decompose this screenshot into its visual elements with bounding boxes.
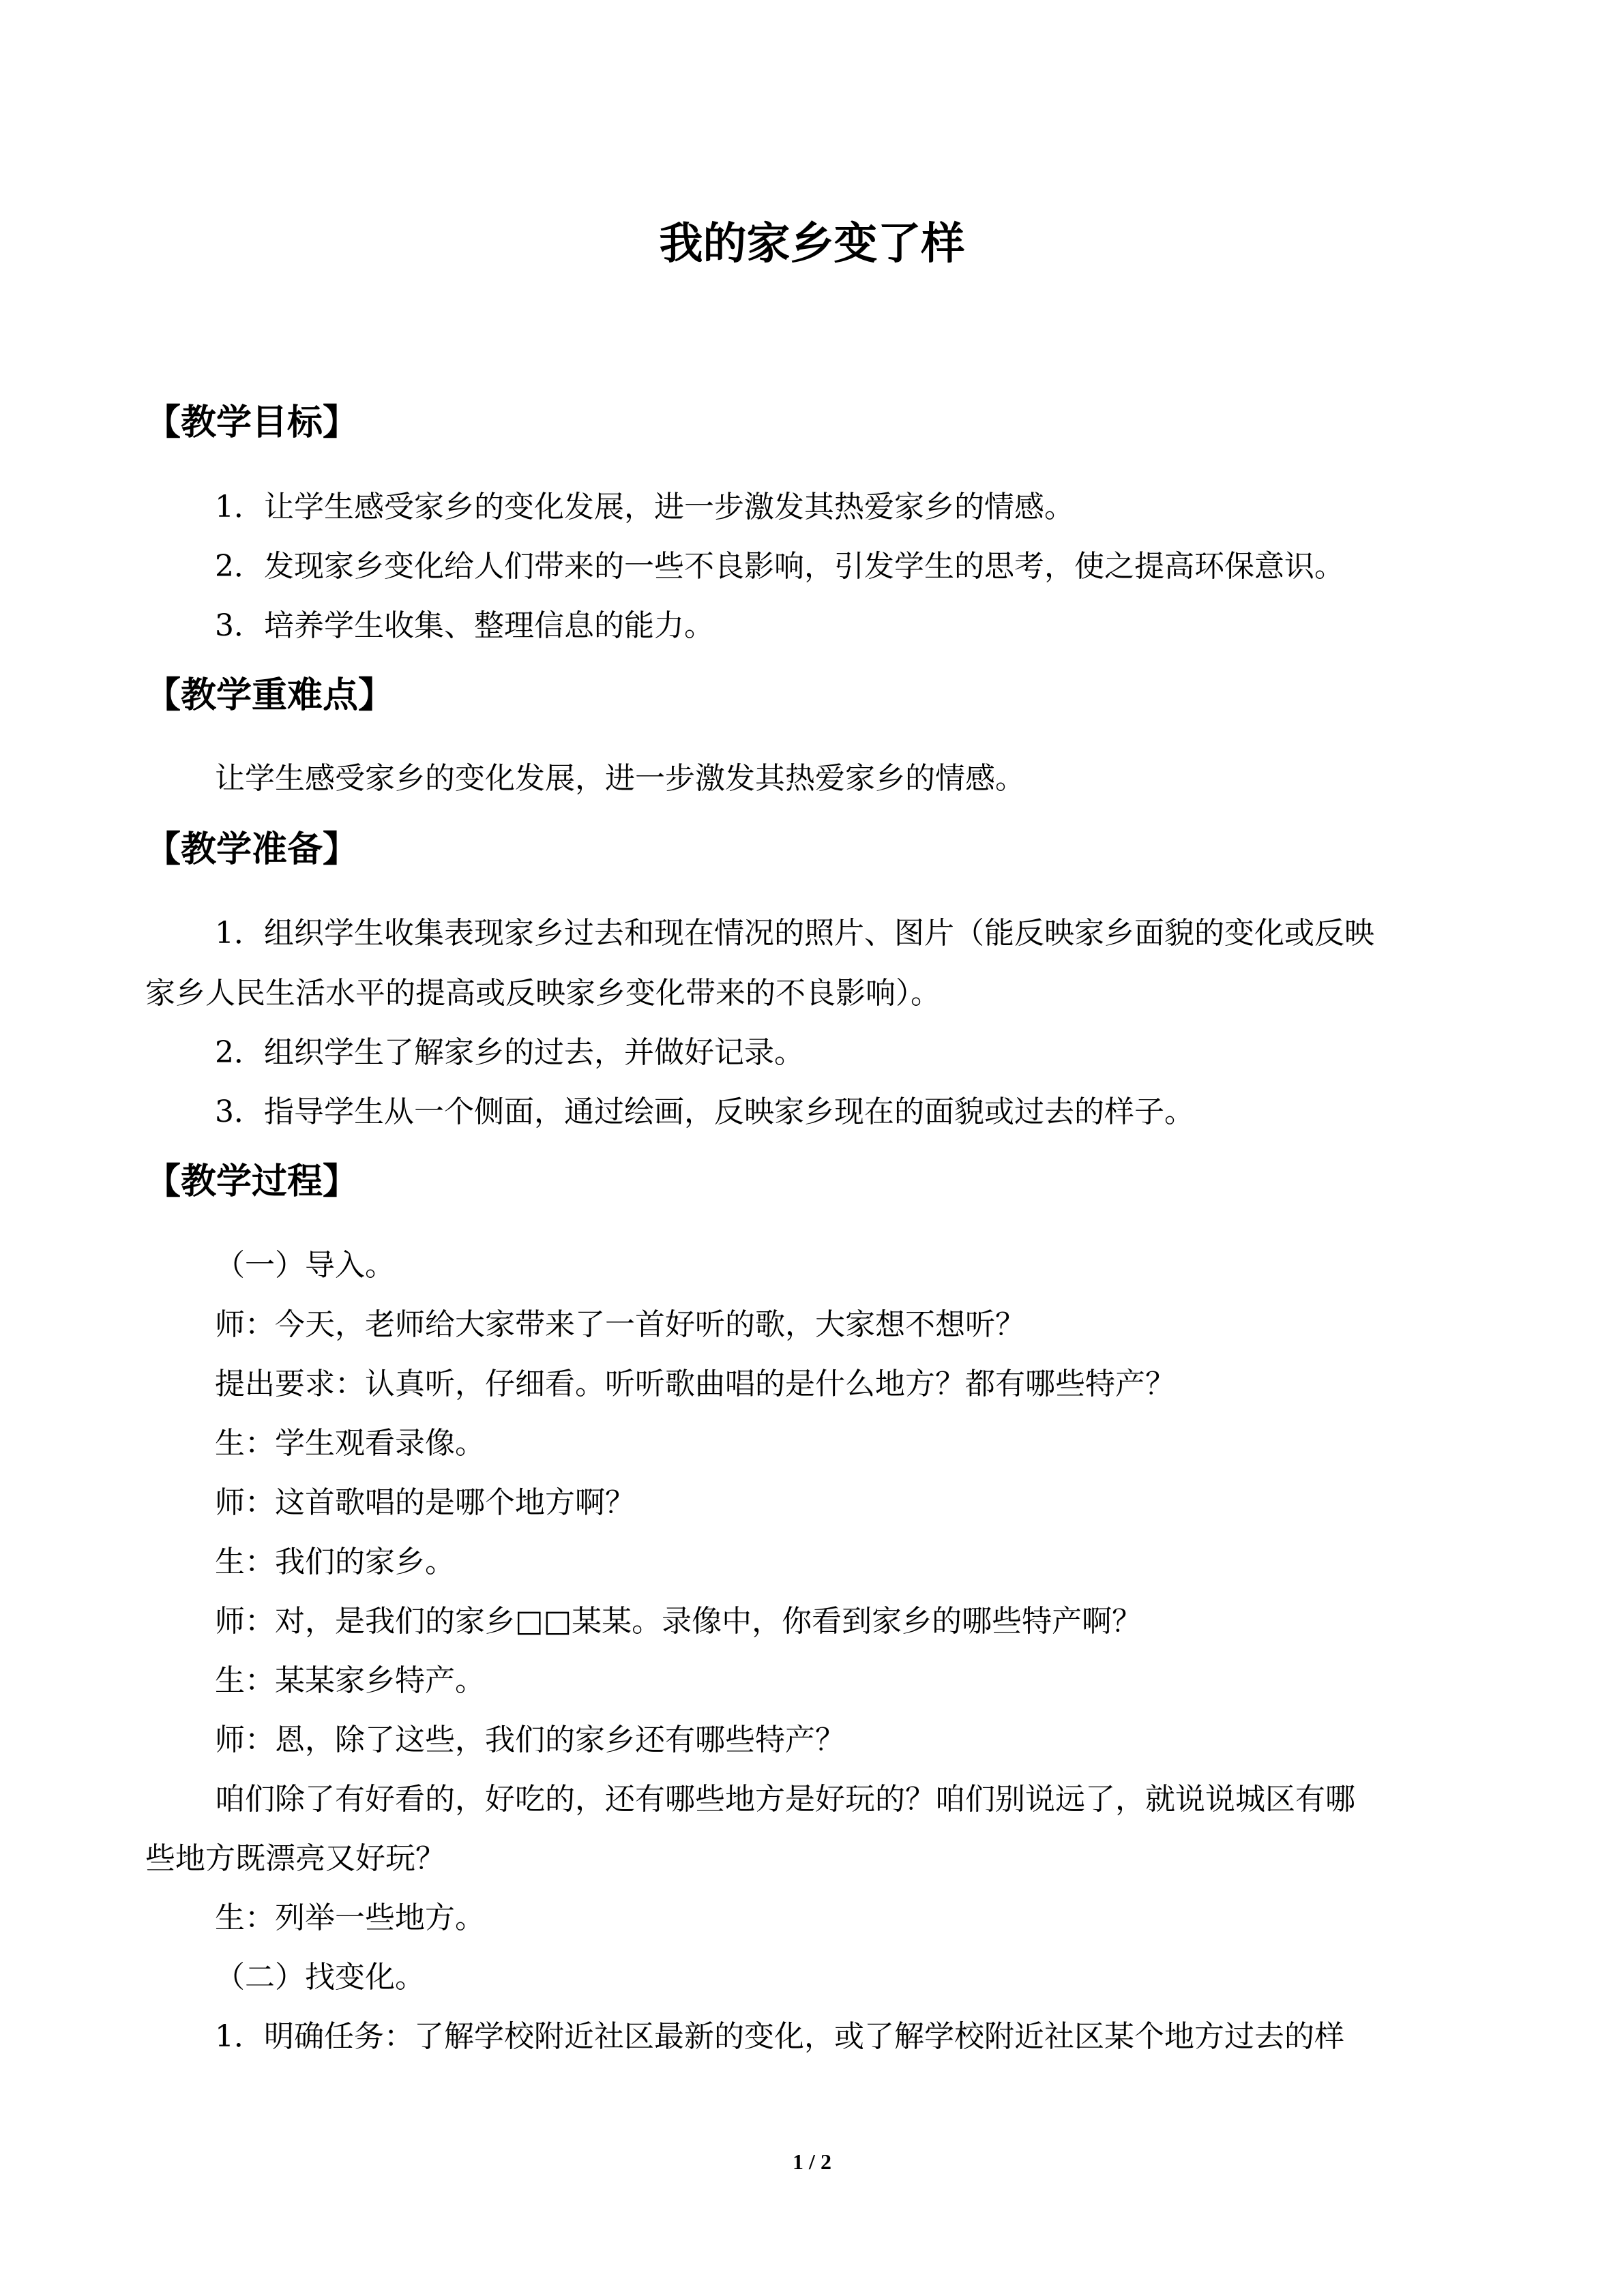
goal-item: 3．培养学生收集、整理信息的能力。 [215, 608, 714, 643]
section-heading-key-points: 【教学重难点】 [145, 675, 394, 716]
process-line: 师：恩，除了这些，我们的家乡还有哪些特产？ [215, 1723, 845, 1757]
document-title: 我的家乡变了样 [659, 219, 965, 269]
page-number: 1 / 2 [793, 2149, 831, 2174]
preparation-item: 2．组织学生了解家乡的过去，并做好记录。 [215, 1035, 804, 1070]
section-heading-preparation: 【教学准备】 [145, 829, 359, 870]
preparation-item-continued: 家乡人民生活水平的提高或反映家乡变化带来的不良影响）。 [145, 976, 941, 1011]
process-line: 1．明确任务：了解学校附近社区最新的变化，或了解学校附近社区某个地方过去的样 [215, 2019, 1344, 2054]
key-points-text: 让学生感受家乡的变化发展，进一步激发其热爱家乡的情感。 [215, 761, 1025, 796]
process-line: 提出要求：认真听，仔细看。听听歌曲唱的是什么地方？都有哪些特产？ [215, 1367, 1175, 1401]
goal-item: 1．让学生感受家乡的变化发展，进一步激发其热爱家乡的情感。 [215, 490, 1074, 524]
preparation-item: 3．指导学生从一个侧面，通过绘画，反映家乡现在的面貌或过去的样子。 [215, 1094, 1194, 1129]
preparation-item: 1．组织学生收集表现家乡过去和现在情况的照片、图片（能反映家乡面貌的变化或反映 [215, 916, 1374, 951]
process-line: （一）导入。 [215, 1248, 395, 1283]
process-line: 生：我们的家乡。 [215, 1545, 455, 1579]
process-line: 生：学生观看录像。 [215, 1426, 485, 1461]
process-line: （二）找变化。 [215, 1960, 425, 1995]
goal-item: 2．发现家乡变化给人们带来的一些不良影响，引发学生的思考，使之提高环保意识。 [215, 549, 1344, 584]
section-heading-process: 【教学过程】 [145, 1161, 359, 1202]
section-heading-goals: 【教学目标】 [145, 402, 359, 443]
process-line: 师：今天，老师给大家带来了一首好听的歌，大家想不想听？ [215, 1307, 1025, 1342]
process-line-continued: 些地方既漂亮又好玩？ [145, 1841, 445, 1876]
process-line: 师：对，是我们的家乡□□某某。录像中，你看到家乡的哪些特产啊？ [215, 1604, 1142, 1639]
process-line: 师：这首歌唱的是哪个地方啊？ [215, 1485, 635, 1520]
process-line: 生：某某家乡特产。 [215, 1663, 485, 1698]
process-line: 咱们除了有好看的，好吃的，还有哪些地方是好玩的？咱们别说远了，就说说城区有哪 [215, 1782, 1355, 1817]
process-line: 生：列举一些地方。 [215, 1900, 485, 1935]
